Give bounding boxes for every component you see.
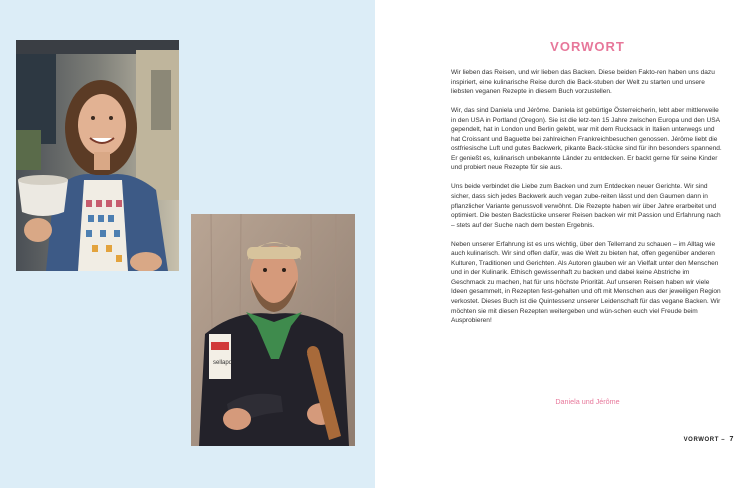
photo-daniela bbox=[16, 40, 179, 271]
body-text bbox=[451, 68, 725, 335]
right-page bbox=[375, 0, 750, 488]
page-footer bbox=[684, 436, 734, 443]
footer-label: VORWORT – bbox=[683, 437, 726, 443]
photo-jerome-image bbox=[191, 214, 355, 446]
page-title: VORWORT bbox=[550, 39, 625, 54]
signature: Daniela und Jérôme bbox=[555, 397, 620, 406]
paragraph: Wir lieben das Reisen, und wir lieben das Backen. Diese beiden Fakto-ren haben uns dazu inspiriert, eine kulinarische Reise durch die Back-stuben der Welt zu starten und unsere liebsten veganen Rezepte in diesem Buch vorzustellen. bbox=[451, 69, 715, 96]
paragraph: Neben unserer Erfahrung ist es uns wichtig, über den Tellerrand zu schauen – im Alltag wie auch kulinarisch. Wir sind offen dafür, was die Welt zu bieten hat, offen gegenüber anderen Kulturen, Traditionen und Gerichten. Als Autoren glauben wir an Vielfalt unter den Menschen und in der Kulinarik. Ethisch gewissenhaft zu backen und dabei keine Abstriche im Geschmack zu machen, hat für uns höchste Priorität. Auf unseren Reisen haben wir viele Ideen gesammelt, in Rezepten fest-gehalten und oft mit Menschen aus der jeweiligen Region verkostet. Dieses Buch ist die Quintessenz unserer Leidenschaft für das vegane Backen. Wir möchten sie mit diesen Rezepten weitergeben und wün-schen euch viel Freude beim Ausprobieren! bbox=[451, 240, 721, 325]
page-number: 7 bbox=[729, 436, 734, 443]
photo-jerome bbox=[191, 214, 355, 446]
photo-daniela-image bbox=[16, 40, 179, 271]
paragraph: Wir, das sind Daniela und Jérôme. Daniela ist gebürtige Österreicherin, lebt aber mittlerweile in den USA in Portland (Oregon). Sie ist die letz-ten 15 Jahre zwischen Europa und den USA gependelt, hat in London und Berlin gelebt, war mit dem Rucksack in Italien unterwegs und hat Croissant und Baguette bei zahlreichen Frankreichbesuchen genossen. Jérôme liebt die ostfriesische Luft und gutes Backwerk, pikante Back-stücke sind für ihn besonders spannend. Er genießt es, kulinarisch unbekannte Länder zu entdecken. Er backt gerne für seine Kinder und probiert neue Rezepte für sie aus. bbox=[451, 107, 722, 172]
paragraph: Uns beide verbindet die Liebe zum Backen und zum Entdecken neuer Gerichte. Wir sind sicher, dass sich jedes Backwerk auch vegan zube-reiten lässt und den Gaumen dann in pflanzlicher Variante genussvoll verwöhnt. Die Rezepte haben wir über Jahre erarbeitet und optimiert. Die besten Backstücke unserer Reisen backen wir mit Passion und Erfahrung nach – stets auf der Suche nach dem besten Ergebnis. bbox=[451, 183, 721, 229]
apron-patch-text: sellapo bbox=[213, 360, 233, 366]
